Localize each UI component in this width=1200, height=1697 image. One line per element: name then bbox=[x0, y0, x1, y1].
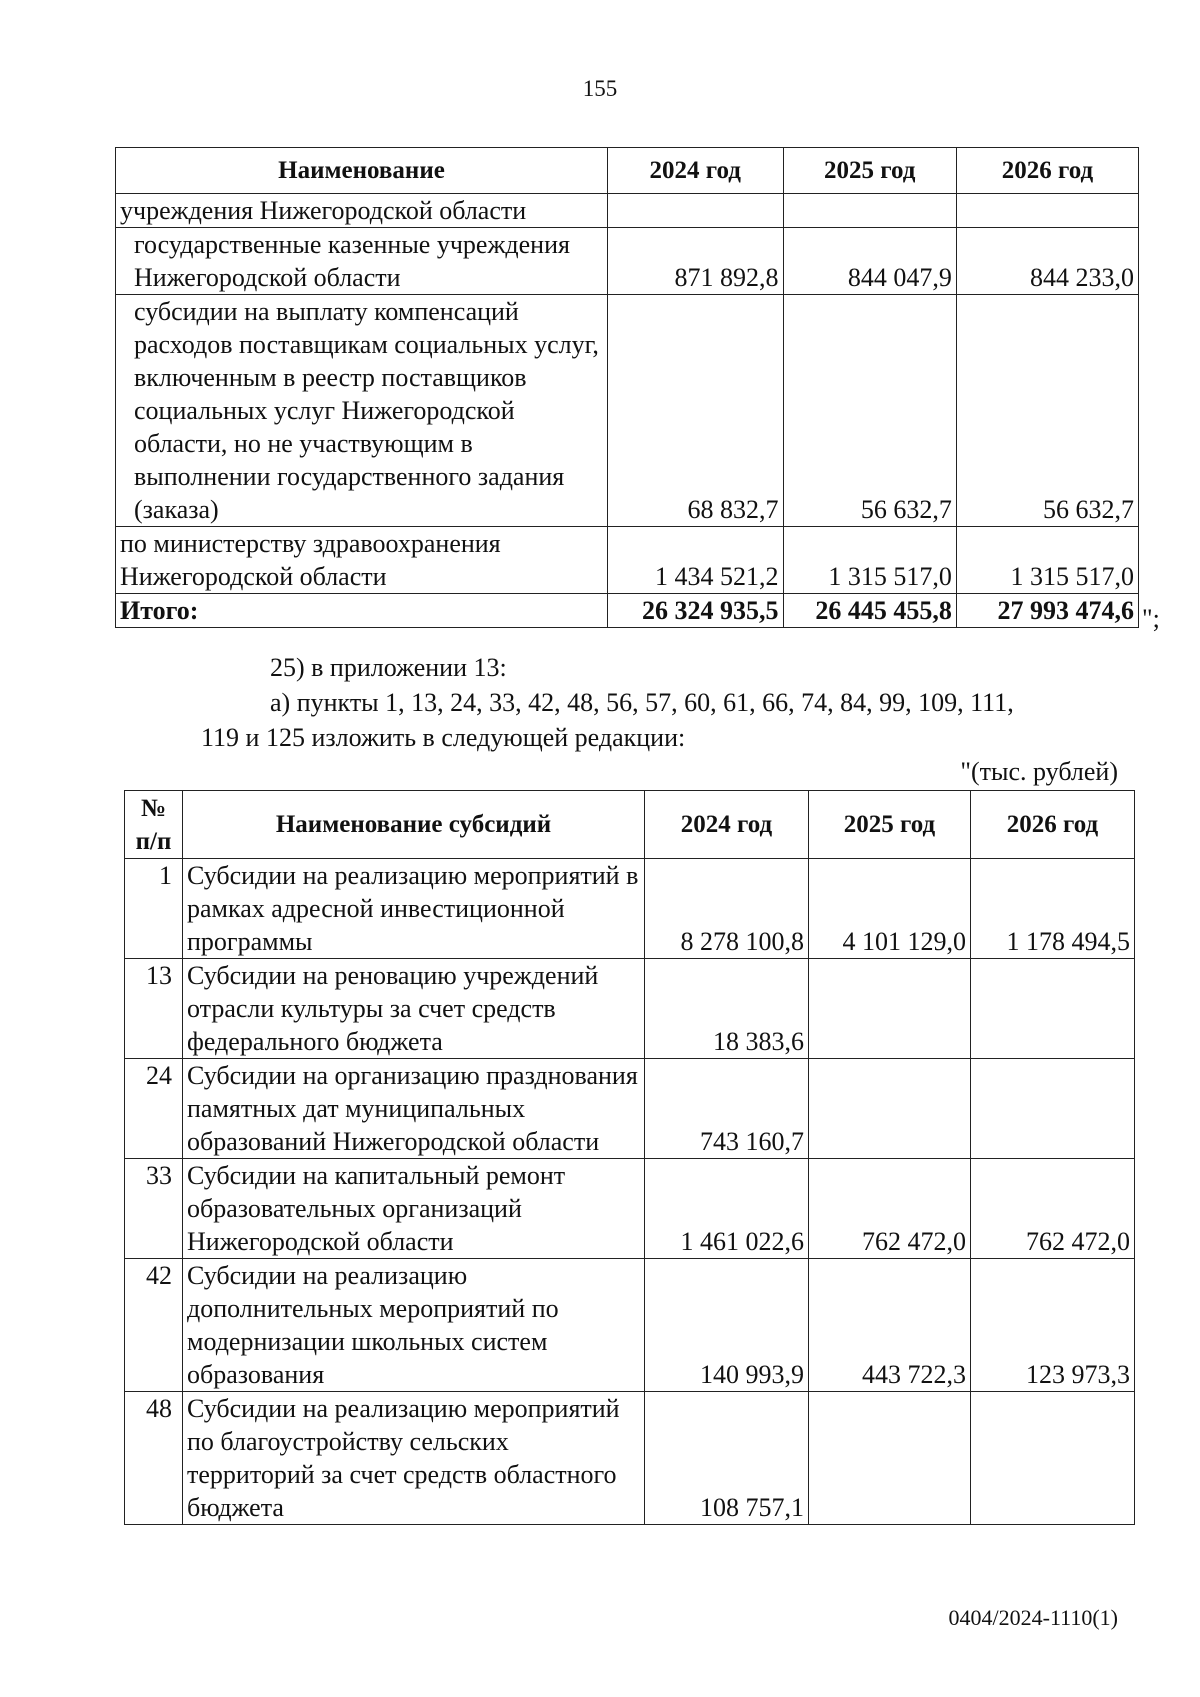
header-2026: 2026 год bbox=[971, 791, 1135, 859]
value-2025 bbox=[809, 1392, 971, 1525]
value-2026: 762 472,0 bbox=[971, 1159, 1135, 1259]
table-row bbox=[116, 527, 1139, 594]
table-row bbox=[125, 1159, 1135, 1259]
value-2025 bbox=[783, 194, 956, 228]
document-code: 0404/2024-1110(1) bbox=[948, 1605, 1118, 1630]
row-name: Субсидии на реализацию мероприятий по благоустройству сельских территорий за счет средств областного бюджета bbox=[183, 1392, 645, 1525]
row-name: Субсидии на реализацию мероприятий в рамках адресной инвестиционной программы bbox=[183, 859, 645, 959]
item-a-line1: а) пункты 1, 13, 24, 33, 42, 48, 56, 57, 60, 61, 66, 74, 84, 99, 109, 111, bbox=[270, 688, 1014, 717]
subsidies-table bbox=[124, 790, 1135, 1525]
row-name: Субсидии на капитальный ремонт образовательных организаций Нижегородской области bbox=[183, 1159, 645, 1259]
row-name: по министерству здравоохранения Нижегородской области bbox=[116, 527, 608, 594]
table-row bbox=[125, 1259, 1135, 1392]
row-name: Субсидии на реновацию учреждений отрасли культуры за счет средств федерального бюджета bbox=[183, 959, 645, 1059]
unit-label: "(тыс. рублей) bbox=[960, 757, 1118, 786]
budget-table-continued bbox=[115, 147, 1139, 628]
value-2024: 743 160,7 bbox=[645, 1059, 809, 1159]
value-2024: 1 461 022,6 bbox=[645, 1159, 809, 1259]
value-2025: 762 472,0 bbox=[809, 1159, 971, 1259]
value-2024: 1 434 521,2 bbox=[607, 527, 783, 594]
total-2024: 26 324 935,5 bbox=[607, 594, 783, 628]
row-number: 1 bbox=[125, 859, 183, 959]
value-2024: 18 383,6 bbox=[645, 959, 809, 1059]
header-2025: 2025 год bbox=[809, 791, 971, 859]
total-2025: 26 445 455,8 bbox=[783, 594, 956, 628]
total-label: Итого: bbox=[116, 594, 608, 628]
value-2026: 844 233,0 bbox=[956, 228, 1138, 295]
table-row bbox=[125, 859, 1135, 959]
row-name: субсидии на выплату компенсаций расходов поставщикам социальных услуг, включенным в реестр поставщиков социальных услуг Нижегородской области, но не участвующим в выполнении государственного задания (заказа) bbox=[116, 295, 608, 527]
page-number: 155 bbox=[582, 76, 618, 101]
value-2025 bbox=[809, 1059, 971, 1159]
value-2025: 844 047,9 bbox=[783, 228, 956, 295]
row-name: Субсидии на организацию празднования памятных дат муниципальных образований Нижегородской области bbox=[183, 1059, 645, 1159]
row-name: учреждения Нижегородской области bbox=[116, 194, 608, 228]
value-2026: 123 973,3 bbox=[971, 1259, 1135, 1392]
row-number: 33 bbox=[125, 1159, 183, 1259]
value-2025: 56 632,7 bbox=[783, 295, 956, 527]
row-name: государственные казенные учреждения Нижегородской области bbox=[116, 228, 608, 295]
row-number: 42 bbox=[125, 1259, 183, 1392]
item-25: 25) в приложении 13: bbox=[270, 653, 507, 682]
closing-quote-mark: "; bbox=[1142, 604, 1160, 633]
value-2025 bbox=[809, 959, 971, 1059]
value-2025: 1 315 517,0 bbox=[783, 527, 956, 594]
table-row bbox=[125, 1059, 1135, 1159]
value-2026: 1 315 517,0 bbox=[956, 527, 1138, 594]
row-number: 24 bbox=[125, 1059, 183, 1159]
total-2026: 27 993 474,6 bbox=[956, 594, 1138, 628]
header-2024: 2024 год bbox=[607, 148, 783, 194]
header-2024: 2024 год bbox=[645, 791, 809, 859]
header-2025: 2025 год bbox=[783, 148, 956, 194]
value-2024: 68 832,7 bbox=[607, 295, 783, 527]
value-2024 bbox=[607, 194, 783, 228]
value-2026 bbox=[956, 194, 1138, 228]
value-2026 bbox=[971, 1392, 1135, 1525]
item-a-line2: 119 и 125 изложить в следующей редакции: bbox=[201, 723, 686, 752]
table-row bbox=[125, 1392, 1135, 1525]
value-2024: 8 278 100,8 bbox=[645, 859, 809, 959]
table-row bbox=[125, 959, 1135, 1059]
row-number: 13 bbox=[125, 959, 183, 1059]
table-row bbox=[116, 295, 1139, 527]
total-row bbox=[116, 594, 1139, 628]
header-name: Наименование bbox=[116, 148, 608, 194]
value-2026: 1 178 494,5 bbox=[971, 859, 1135, 959]
row-name: Субсидии на реализацию дополнительных мероприятий по модернизации школьных систем образования bbox=[183, 1259, 645, 1392]
value-2025: 4 101 129,0 bbox=[809, 859, 971, 959]
header-2026: 2026 год bbox=[956, 148, 1138, 194]
value-2025: 443 722,3 bbox=[809, 1259, 971, 1392]
value-2026 bbox=[971, 959, 1135, 1059]
row-number: 48 bbox=[125, 1392, 183, 1525]
value-2026: 56 632,7 bbox=[956, 295, 1138, 527]
value-2024: 140 993,9 bbox=[645, 1259, 809, 1392]
table-row bbox=[116, 228, 1139, 295]
header-subsidy-name: Наименование субсидий bbox=[183, 791, 645, 859]
value-2024: 871 892,8 bbox=[607, 228, 783, 295]
value-2026 bbox=[971, 1059, 1135, 1159]
header-number: № п/п bbox=[125, 791, 183, 859]
value-2024: 108 757,1 bbox=[645, 1392, 809, 1525]
table-row bbox=[116, 194, 1139, 228]
